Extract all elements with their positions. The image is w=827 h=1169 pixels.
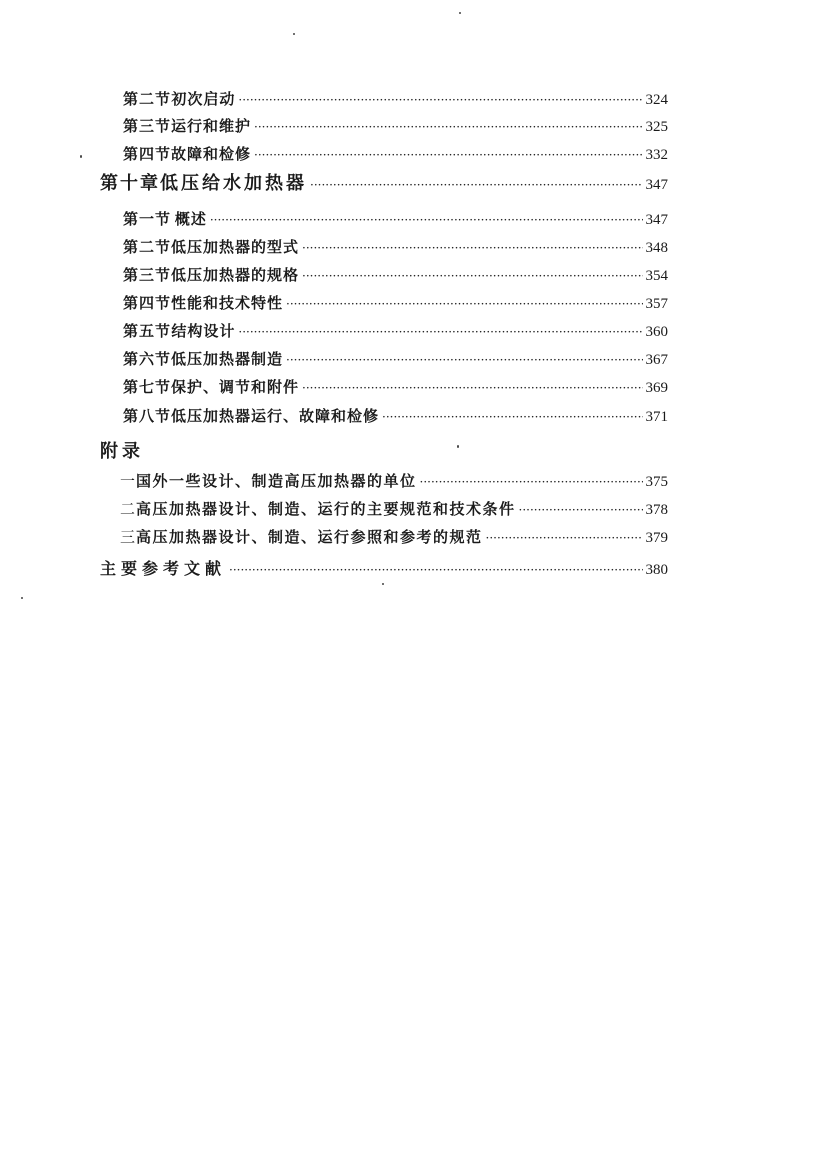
leader-dots <box>486 528 643 548</box>
toc-entry[interactable] <box>123 116 668 137</box>
toc-appendix-entry[interactable] <box>120 471 668 492</box>
section-title: 低压加热器运行、故障和检修 <box>171 407 380 425</box>
page-number: 369 <box>645 380 668 396</box>
section-number: 第三节 <box>123 117 172 135</box>
section-number: 第七节 <box>123 378 172 396</box>
page-number: 360 <box>645 324 668 340</box>
appendix-number: 二 <box>120 500 137 518</box>
toc-entry[interactable] <box>123 89 668 110</box>
page-number: 324 <box>645 92 668 108</box>
toc-entry[interactable] <box>123 209 668 230</box>
appendix-number: 一 <box>120 472 137 490</box>
appendix-title: 高压加热器设计、制造、运行的主要规范和技术条件 <box>136 500 516 518</box>
section-number: 第八节 <box>123 407 172 425</box>
section-title: 概述 <box>174 210 207 228</box>
page-number: 367 <box>645 352 668 368</box>
leader-dots <box>519 500 643 520</box>
page-number: 378 <box>645 502 668 518</box>
leader-dots <box>302 238 642 258</box>
section-title: 保护、调节和附件 <box>171 378 300 396</box>
section-title: 性能和技术特性 <box>171 294 284 312</box>
section-number: 第四节 <box>123 145 172 163</box>
leader-dots <box>286 350 642 370</box>
section-number: 第六节 <box>123 350 172 368</box>
section-number: 第四节 <box>123 294 172 312</box>
toc-appendix-entry[interactable] <box>120 499 668 520</box>
section-title: 结构设计 <box>171 322 236 340</box>
toc-entry[interactable] <box>123 377 668 398</box>
toc-appendix-entry[interactable] <box>120 527 668 548</box>
scan-speck <box>80 155 82 158</box>
leader-dots <box>238 90 642 110</box>
page-number: 354 <box>645 268 668 284</box>
toc-chapter-entry[interactable] <box>100 174 668 195</box>
chapter-number: 第十章 <box>100 173 160 194</box>
toc-references-entry[interactable] <box>100 559 668 580</box>
scan-speck <box>293 33 295 35</box>
section-title: 低压加热器制造 <box>171 350 284 368</box>
toc-entry[interactable] <box>123 349 668 370</box>
section-number: 第二节 <box>123 238 172 256</box>
toc-entry[interactable] <box>123 144 668 165</box>
page-number: 371 <box>645 409 668 425</box>
toc-entry[interactable] <box>123 265 668 286</box>
page-number: 347 <box>645 212 668 228</box>
page-number: 380 <box>645 562 668 578</box>
page-number: 379 <box>645 530 668 546</box>
leader-dots <box>310 175 643 195</box>
leader-dots <box>302 378 642 398</box>
appendix-title: 高压加热器设计、制造、运行参照和参考的规范 <box>136 528 483 546</box>
page-number: 348 <box>645 240 668 256</box>
section-title: 初次启动 <box>171 90 236 108</box>
leader-dots <box>302 266 642 286</box>
section-number: 第二节 <box>123 90 172 108</box>
section-title: 故障和检修 <box>171 145 252 163</box>
section-number: 第三节 <box>123 266 172 284</box>
toc-entry[interactable] <box>123 406 668 427</box>
section-title: 低压加热器的规格 <box>171 266 300 284</box>
leader-dots <box>420 472 643 492</box>
leader-dots <box>238 322 642 342</box>
appendix-number: 三 <box>120 528 137 546</box>
section-number: 第五节 <box>123 322 172 340</box>
section-title: 运行和维护 <box>171 117 252 135</box>
page-number: 332 <box>645 147 668 163</box>
toc-entry[interactable] <box>123 237 668 258</box>
leader-dots <box>286 294 642 314</box>
scan-speck <box>459 12 461 14</box>
toc-entry[interactable] <box>123 321 668 342</box>
leader-dots <box>382 407 642 427</box>
scan-speck <box>382 583 384 585</box>
page-number: 325 <box>645 119 668 135</box>
leader-dots <box>229 560 642 580</box>
references-title: 主要参考文献 <box>100 559 227 578</box>
scan-speck <box>21 597 23 599</box>
scan-speck <box>457 445 459 448</box>
page-number: 347 <box>645 177 668 193</box>
leader-dots <box>254 117 642 137</box>
chapter-title: 低压给水加热器 <box>160 173 307 194</box>
toc-entry[interactable] <box>123 293 668 314</box>
section-title: 低压加热器的型式 <box>171 238 300 256</box>
page-number: 375 <box>645 474 668 490</box>
appendix-title: 国外一些设计、制造高压加热器的单位 <box>136 472 417 490</box>
leader-dots <box>210 210 643 230</box>
page-number: 357 <box>645 296 668 312</box>
appendix-heading[interactable]: 附录 <box>100 441 144 462</box>
section-number: 第一节 <box>123 210 172 228</box>
leader-dots <box>254 145 642 165</box>
